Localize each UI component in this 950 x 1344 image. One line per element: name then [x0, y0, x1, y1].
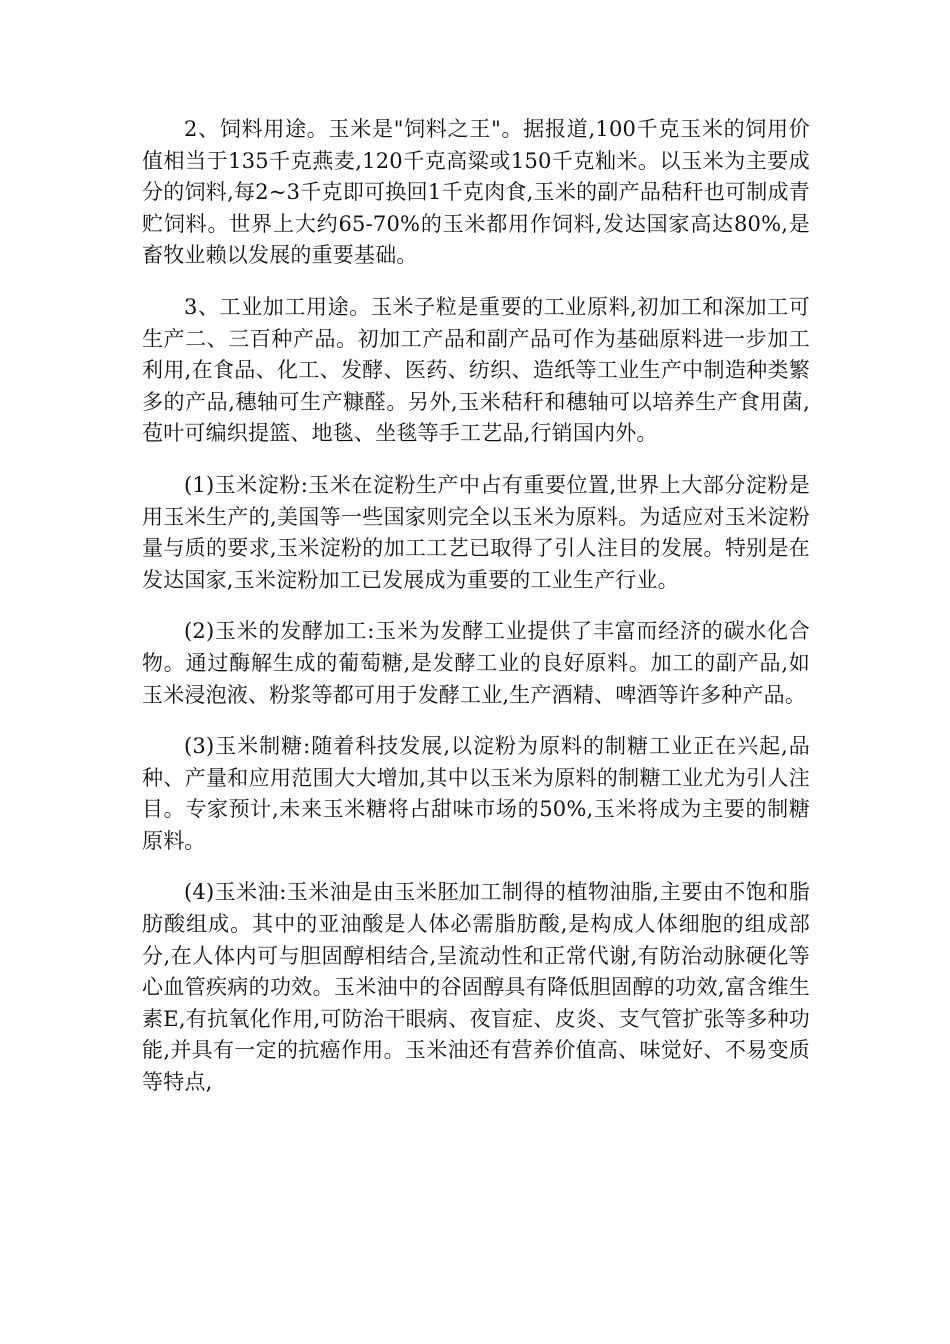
paragraph-corn-oil: (4)玉米油:玉米油是由玉米胚加工制得的植物油脂,主要由不饱和脂肪酸组成。其中的亚油酸是人体必需脂肪酸,是构成人体细胞的组成部分,在人体内可与胆固醇相结合,呈流动性和正常代谢,有防治动脉硬化等心血管疾病的功效。玉米油中的谷固醇具有降低胆固醇的功效,富含维生素E,有抗氧化作用,可防治干眼病、夜盲症、皮炎、支气管扩张等多种功能,并具有一定的抗癌作用。玉米油还有营养价值高、味觉好、不易变质等特点, — [142, 880, 810, 1095]
paragraph-corn-starch: (1)玉米淀粉:玉米在淀粉生产中占有重要位置,世界上大部分淀粉是用玉米生产的,美国等一些国家则完全以玉米为原料。为适应对玉米淀粉量与质的要求,玉米淀粉的加工工艺已取得了引人注目的发展。特别是在发达国家,玉米淀粉加工已发展成为重要的工业生产行业。 — [142, 472, 810, 592]
paragraph-fermentation: (2)玉米的发酵加工:玉米为发酵工业提供了丰富而经济的碳水化合物。通过酶解生成的葡萄糖,是发酵工业的良好原料。加工的副产品,如玉米浸泡液、粉浆等都可用于发酵工业,生产酒精、啤酒等许多种产品。 — [142, 619, 810, 707]
paragraph-sugar-making: (3)玉米制糖:随着科技发展,以淀粉为原料的制糖工业正在兴起,品种、产量和应用范围大大增加,其中以玉米为原料的制糖工业尤为引人注目。专家预计,未来玉米糖将占甜味市场的50%,玉米将成为主要的制糖原料。 — [142, 734, 810, 853]
document-body — [142, 114, 810, 1119]
paragraph-industrial-use: 3、工业加工用途。玉米子粒是重要的工业原料,初加工和深加工可生产二、三百种产品。初加工产品和副产品可作为基础原料进一步加工利用,在食品、化工、发酵、医药、纺织、造纸等工业生产中制造种类繁多的产品,穗轴可生产糠醛。另外,玉米秸秆和穗轴可以培养生产食用菌,苞叶可编织提篮、地毯、坐毯等手工艺品,行销国内外。 — [142, 294, 810, 446]
paragraph-feed-use: 2、饲料用途。玉米是"饲料之王"。据报道,100千克玉米的饲用价值相当于135千克燕麦,120千克高粱或150千克籼米。以玉米为主要成分的饲料,每2~3千克即可换回1千克肉食,玉米的副产品秸秆也可制成青贮饲料。世界上大约65-70%的玉米都用作饲料,发达国家高达80%,是畜牧业赖以发展的重要基础。 — [142, 117, 810, 268]
